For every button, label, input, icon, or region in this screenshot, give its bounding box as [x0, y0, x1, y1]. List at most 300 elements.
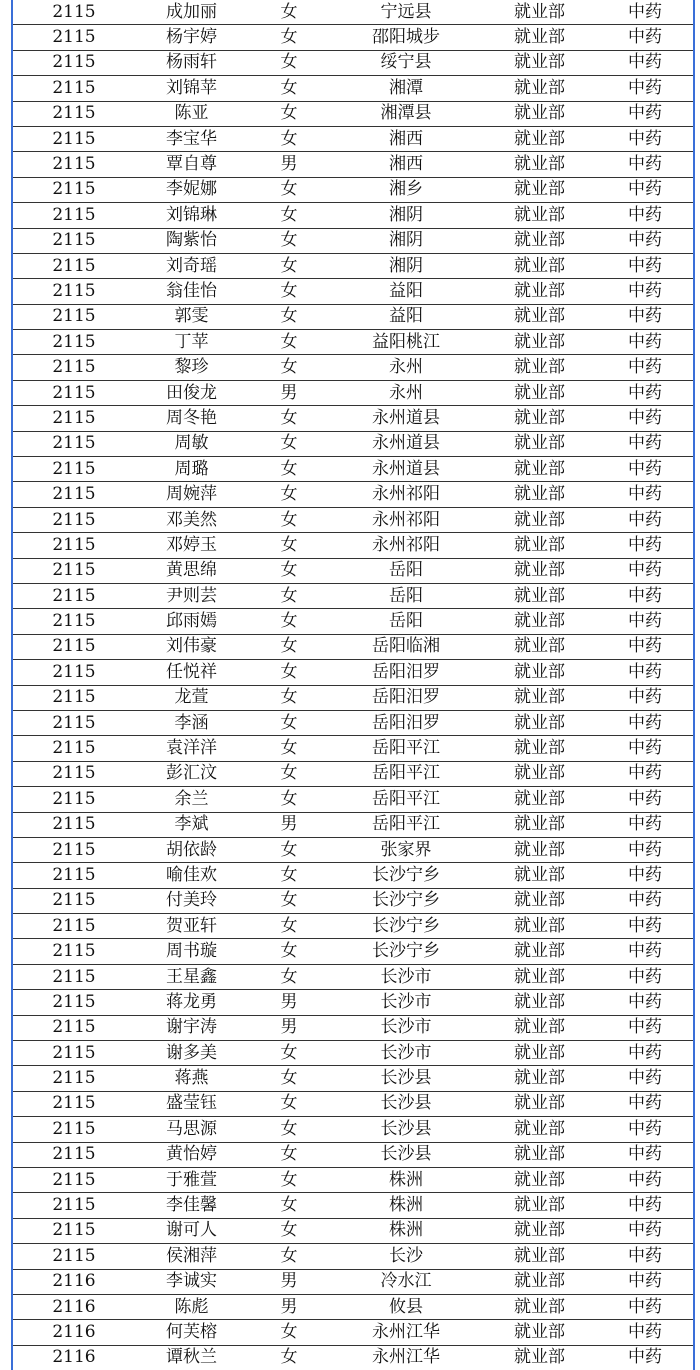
table-row: [12, 609, 694, 634]
gender-cell: 女: [248, 533, 330, 558]
table-row: [12, 177, 694, 202]
gender-cell: 女: [248, 253, 330, 278]
gender-cell: 男: [248, 990, 330, 1015]
origin-cell: 株洲: [330, 1167, 482, 1192]
major-cell: 中药: [597, 457, 694, 482]
department-cell: 就业部: [482, 457, 597, 482]
gender-cell: 女: [248, 304, 330, 329]
class-cell: 2115: [12, 126, 135, 151]
name-cell: 于雅萱: [135, 1167, 248, 1192]
gender-cell: 女: [248, 1218, 330, 1243]
class-cell: 2115: [12, 837, 135, 862]
name-cell: 周敏: [135, 431, 248, 456]
major-cell: 中药: [597, 1117, 694, 1142]
class-cell: 2115: [12, 177, 135, 202]
department-cell: 就业部: [482, 533, 597, 558]
name-cell: 王星鑫: [135, 964, 248, 989]
gender-cell: 女: [248, 1117, 330, 1142]
department-cell: 就业部: [482, 1142, 597, 1167]
class-cell: 2115: [12, 1066, 135, 1091]
name-cell: 贺亚轩: [135, 914, 248, 939]
origin-cell: 冷水江: [330, 1269, 482, 1294]
table-row: [12, 76, 694, 101]
name-cell: 杨宇婷: [135, 25, 248, 50]
name-cell: 周璐: [135, 457, 248, 482]
gender-cell: 女: [248, 355, 330, 380]
gender-cell: 女: [248, 330, 330, 355]
department-cell: 就业部: [482, 1117, 597, 1142]
class-cell: 2116: [12, 1294, 135, 1319]
major-cell: 中药: [597, 1218, 694, 1243]
name-cell: 邱雨嫣: [135, 609, 248, 634]
class-cell: 2115: [12, 812, 135, 837]
department-cell: 就业部: [482, 1091, 597, 1116]
class-cell: 2115: [12, 761, 135, 786]
department-cell: 就业部: [482, 812, 597, 837]
origin-cell: 长沙县: [330, 1117, 482, 1142]
table-row: [12, 1041, 694, 1066]
major-cell: 中药: [597, 1294, 694, 1319]
name-cell: 刘锦琳: [135, 203, 248, 228]
table-row: [12, 457, 694, 482]
name-cell: 周婉萍: [135, 482, 248, 507]
table-row: [12, 1015, 694, 1040]
department-cell: 就业部: [482, 964, 597, 989]
class-cell: 2115: [12, 1015, 135, 1040]
table-row: [12, 761, 694, 786]
origin-cell: 长沙宁乡: [330, 914, 482, 939]
gender-cell: 女: [248, 660, 330, 685]
origin-cell: 益阳: [330, 279, 482, 304]
department-cell: 就业部: [482, 1041, 597, 1066]
major-cell: 中药: [597, 304, 694, 329]
name-cell: 胡依龄: [135, 837, 248, 862]
name-cell: 黄思绵: [135, 558, 248, 583]
department-cell: 就业部: [482, 177, 597, 202]
origin-cell: 长沙县: [330, 1142, 482, 1167]
origin-cell: 岳阳临湘: [330, 634, 482, 659]
class-cell: 2115: [12, 558, 135, 583]
department-cell: 就业部: [482, 101, 597, 126]
class-cell: 2115: [12, 533, 135, 558]
class-cell: 2115: [12, 355, 135, 380]
department-cell: 就业部: [482, 583, 597, 608]
department-cell: 就业部: [482, 50, 597, 75]
class-cell: 2115: [12, 685, 135, 710]
major-cell: 中药: [597, 660, 694, 685]
department-cell: 就业部: [482, 76, 597, 101]
class-cell: 2115: [12, 939, 135, 964]
gender-cell: 女: [248, 1066, 330, 1091]
table-row: [12, 837, 694, 862]
major-cell: 中药: [597, 888, 694, 913]
major-cell: 中药: [597, 1167, 694, 1192]
table-body: [12, 0, 694, 1370]
name-cell: 成加丽: [166, 1, 217, 22]
origin-cell: 绥宁县: [330, 50, 482, 75]
origin-cell: 湘西: [330, 126, 482, 151]
major-cell: 中药: [597, 431, 694, 456]
class-cell: 2115: [12, 1193, 135, 1218]
gender-cell: 女: [248, 888, 330, 913]
table-row: [12, 914, 694, 939]
table-row: [12, 431, 694, 456]
name-cell: 侯湘萍: [135, 1244, 248, 1269]
class-cell: 2115: [12, 1167, 135, 1192]
major-cell: 中药: [597, 787, 694, 812]
department-cell: 就业部: [482, 888, 597, 913]
gender-cell: 男: [248, 380, 330, 405]
major-cell: 中药: [597, 279, 694, 304]
table-row: [12, 152, 694, 177]
table-row: [12, 1117, 694, 1142]
name-cell: 李斌: [135, 812, 248, 837]
table-row: [12, 990, 694, 1015]
table-row: [12, 533, 694, 558]
department-cell: 就业部: [482, 431, 597, 456]
gender-cell: 女: [248, 939, 330, 964]
origin-cell: 湘西: [330, 152, 482, 177]
department-cell: 就业部: [482, 380, 597, 405]
origin-cell: 长沙: [330, 1244, 482, 1269]
department-cell: 就业部: [482, 482, 597, 507]
major-cell: 中药: [597, 1244, 694, 1269]
gender-cell: 女: [248, 279, 330, 304]
class-cell: 2116: [12, 1320, 135, 1345]
name-cell: 李宝华: [135, 126, 248, 151]
major-cell: 中药: [597, 76, 694, 101]
class-cell: 2115: [12, 736, 135, 761]
major-cell: 中药: [597, 914, 694, 939]
department-cell: 就业部: [482, 1218, 597, 1243]
major-cell: 中药: [597, 1320, 694, 1345]
major-cell: 中药: [597, 863, 694, 888]
class-cell: 2115: [12, 634, 135, 659]
name-cell: 谭秋兰: [135, 1345, 248, 1370]
class-cell: 2115: [12, 583, 135, 608]
department-cell: 就业部: [482, 25, 597, 50]
class-cell: 2115: [12, 203, 135, 228]
class-cell: 2115: [12, 279, 135, 304]
class-cell: 2115: [12, 76, 135, 101]
department-cell: 就业部: [482, 1015, 597, 1040]
name-cell: 李涵: [135, 710, 248, 735]
name-cell: 任悦祥: [135, 660, 248, 685]
table-row: [12, 1294, 694, 1319]
major-cell: 中药: [597, 482, 694, 507]
major-cell: 中药: [597, 1269, 694, 1294]
name-cell: 蒋燕: [135, 1066, 248, 1091]
table-row: [12, 380, 694, 405]
table-row: [12, 304, 694, 329]
table-row: [12, 126, 694, 151]
class-cell: 2115: [12, 1091, 135, 1116]
gender-cell: 女: [280, 1, 298, 22]
gender-cell: 女: [248, 609, 330, 634]
origin-cell: 永州江华: [330, 1345, 482, 1370]
name-cell: 谢宇涛: [135, 1015, 248, 1040]
major-cell: 中药: [597, 152, 694, 177]
origin-cell: 永州江华: [330, 1320, 482, 1345]
class-cell: 2115: [12, 914, 135, 939]
department-cell: 就业部: [482, 914, 597, 939]
gender-cell: 女: [248, 787, 330, 812]
origin-cell: 岳阳汨罗: [330, 710, 482, 735]
department-cell: 就业部: [482, 355, 597, 380]
origin-cell: 长沙县: [330, 1066, 482, 1091]
department-cell: 就业部: [482, 330, 597, 355]
table-row: [12, 0, 694, 25]
department-cell: 就业部: [482, 1244, 597, 1269]
origin-cell: 永州道县: [330, 406, 482, 431]
gender-cell: 女: [248, 710, 330, 735]
table-row: [12, 1218, 694, 1243]
gender-cell: 女: [248, 126, 330, 151]
table-row: [12, 787, 694, 812]
department-cell: 就业部: [482, 939, 597, 964]
table-row: [12, 279, 694, 304]
class-cell: 2115: [12, 0, 135, 25]
major-cell: 中药: [597, 736, 694, 761]
table-row: [12, 888, 694, 913]
origin-cell: 永州: [330, 380, 482, 405]
table-row: [12, 660, 694, 685]
gender-cell: 女: [248, 583, 330, 608]
gender-cell: 女: [248, 101, 330, 126]
gender-cell: 男: [248, 812, 330, 837]
class-cell: 2116: [12, 1269, 135, 1294]
department-cell: 就业部: [482, 685, 597, 710]
name-cell: 覃自尊: [135, 152, 248, 177]
department-cell: 就业部: [482, 126, 597, 151]
class-cell: 2115: [12, 50, 135, 75]
name-cell: 李诚实: [135, 1269, 248, 1294]
department-cell: 就业部: [482, 558, 597, 583]
gender-cell: 女: [248, 406, 330, 431]
department-cell: 就业部: [482, 1320, 597, 1345]
table-row: [12, 355, 694, 380]
name-cell: 陈亚: [135, 101, 248, 126]
class-cell: 2115: [12, 1244, 135, 1269]
gender-cell: 女: [248, 203, 330, 228]
gender-cell: 女: [248, 558, 330, 583]
major-cell: 中药: [597, 1142, 694, 1167]
table-row: [12, 1269, 694, 1294]
table-row: [12, 482, 694, 507]
gender-cell: 女: [248, 50, 330, 75]
name-cell: 周书璇: [135, 939, 248, 964]
gender-cell: 女: [248, 76, 330, 101]
table-row: [12, 685, 694, 710]
table-row: [12, 1142, 694, 1167]
department-cell: 就业部: [482, 1066, 597, 1091]
origin-cell: 长沙市: [330, 964, 482, 989]
name-cell: 李妮娜: [135, 177, 248, 202]
department-cell: 就业部: [482, 634, 597, 659]
major-cell: 中药: [597, 25, 694, 50]
gender-cell: 男: [248, 1269, 330, 1294]
origin-cell: 益阳桃江: [330, 330, 482, 355]
origin-cell: 宁远县: [380, 1, 432, 22]
name-cell: 付美玲: [135, 888, 248, 913]
class-cell: 2116: [12, 1345, 135, 1370]
department-cell: 就业部: [482, 152, 597, 177]
table-row: [12, 406, 694, 431]
department-cell: 就业部: [482, 406, 597, 431]
table-row: [12, 1167, 694, 1192]
gender-cell: 男: [248, 152, 330, 177]
major-cell: 中药: [597, 558, 694, 583]
gender-cell: 女: [248, 1091, 330, 1116]
gender-cell: 女: [248, 634, 330, 659]
class-cell: 2115: [12, 1142, 135, 1167]
name-cell: 刘锦苹: [135, 76, 248, 101]
student-table: [11, 0, 695, 1370]
origin-cell: 永州祁阳: [330, 533, 482, 558]
major-cell: 中药: [597, 533, 694, 558]
origin-cell: 永州祁阳: [330, 507, 482, 532]
origin-cell: 岳阳平江: [330, 787, 482, 812]
name-cell: 邓美然: [135, 507, 248, 532]
gender-cell: 女: [248, 1142, 330, 1167]
major-cell: 中药: [597, 990, 694, 1015]
department-cell: 就业部: [482, 1269, 597, 1294]
class-cell: 2115: [12, 1117, 135, 1142]
origin-cell: 长沙县: [330, 1091, 482, 1116]
department-cell: 就业部: [482, 228, 597, 253]
gender-cell: 女: [248, 1193, 330, 1218]
major-cell: 中药: [597, 177, 694, 202]
name-cell: 田俊龙: [135, 380, 248, 405]
table-row: [12, 1066, 694, 1091]
table-row: [12, 50, 694, 75]
table-row: [12, 253, 694, 278]
gender-cell: 女: [248, 964, 330, 989]
origin-cell: 长沙市: [330, 1015, 482, 1040]
department-cell: 就业部: [482, 710, 597, 735]
origin-cell: 张家界: [330, 837, 482, 862]
major-cell: 中药: [597, 1193, 694, 1218]
table-row: [12, 812, 694, 837]
class-cell: 2115: [12, 787, 135, 812]
major-cell: 中药: [597, 101, 694, 126]
name-cell: 余兰: [135, 787, 248, 812]
department-cell: 就业部: [482, 203, 597, 228]
gender-cell: 女: [248, 1041, 330, 1066]
origin-cell: 长沙宁乡: [330, 939, 482, 964]
table-row: [12, 583, 694, 608]
gender-cell: 男: [248, 1015, 330, 1040]
major-cell: 中药: [597, 939, 694, 964]
major-cell: 中药: [597, 253, 694, 278]
origin-cell: 湘乡: [330, 177, 482, 202]
name-cell: 刘奇瑶: [135, 253, 248, 278]
table-row: [12, 101, 694, 126]
class-cell: 2115: [12, 406, 135, 431]
major-cell: 中药: [597, 50, 694, 75]
class-cell: 2115: [12, 457, 135, 482]
name-cell: 李佳馨: [135, 1193, 248, 1218]
table-row: [12, 1193, 694, 1218]
gender-cell: 女: [248, 863, 330, 888]
major-cell: 中药: [597, 126, 694, 151]
major-cell: 中药: [597, 583, 694, 608]
gender-cell: 女: [248, 914, 330, 939]
class-cell: 2115: [12, 253, 135, 278]
class-cell: 2115: [12, 507, 135, 532]
gender-cell: 女: [248, 457, 330, 482]
major-cell: 中药: [597, 380, 694, 405]
table-row: [12, 558, 694, 583]
name-cell: 黎珍: [135, 355, 248, 380]
gender-cell: 女: [248, 1167, 330, 1192]
origin-cell: 岳阳平江: [330, 736, 482, 761]
table-row: [12, 1244, 694, 1269]
class-cell: 2115: [12, 228, 135, 253]
major-cell: 中药: [597, 355, 694, 380]
origin-cell: 长沙市: [330, 1041, 482, 1066]
origin-cell: 永州: [330, 355, 482, 380]
department-cell: 就业部: [482, 787, 597, 812]
table-row: [12, 25, 694, 50]
name-cell: 杨雨轩: [135, 50, 248, 75]
origin-cell: 岳阳: [330, 609, 482, 634]
class-cell: 2115: [12, 660, 135, 685]
name-cell: 尹则芸: [135, 583, 248, 608]
class-cell: 2115: [12, 863, 135, 888]
class-cell: 2115: [12, 431, 135, 456]
department-cell: 就业部: [482, 1167, 597, 1192]
name-cell: 马思源: [135, 1117, 248, 1142]
major-cell: 中药: [597, 1345, 694, 1370]
class-cell: 2115: [12, 990, 135, 1015]
department-cell: 就业部: [482, 253, 597, 278]
origin-cell: 永州祁阳: [330, 482, 482, 507]
major-cell: 中药: [597, 837, 694, 862]
class-cell: 2115: [12, 101, 135, 126]
gender-cell: 女: [248, 507, 330, 532]
table-row: [12, 1320, 694, 1345]
class-cell: 2115: [12, 609, 135, 634]
gender-cell: 女: [248, 1320, 330, 1345]
origin-cell: 株洲: [330, 1218, 482, 1243]
name-cell: 翁佳怡: [135, 279, 248, 304]
table-row: [12, 710, 694, 735]
name-cell: 丁苹: [135, 330, 248, 355]
origin-cell: 长沙市: [330, 990, 482, 1015]
gender-cell: 女: [248, 431, 330, 456]
origin-cell: 湘潭: [330, 76, 482, 101]
major-cell: 中药: [597, 228, 694, 253]
department-cell: 就业部: [482, 507, 597, 532]
major-cell: 中药: [597, 1041, 694, 1066]
table-row: [12, 1091, 694, 1116]
origin-cell: 永州道县: [330, 457, 482, 482]
class-cell: 2115: [12, 1218, 135, 1243]
major-cell: 中药: [597, 964, 694, 989]
table-row: [12, 330, 694, 355]
department-cell: 就业部: [514, 1, 565, 22]
table-row: [12, 228, 694, 253]
table-row: [12, 1345, 694, 1370]
major-cell: 中药: [597, 1066, 694, 1091]
major-cell: 中药: [597, 710, 694, 735]
gender-cell: 女: [248, 1345, 330, 1370]
gender-cell: 男: [248, 1294, 330, 1319]
class-cell: 2115: [12, 25, 135, 50]
name-cell: 谢多美: [135, 1041, 248, 1066]
gender-cell: 女: [248, 228, 330, 253]
